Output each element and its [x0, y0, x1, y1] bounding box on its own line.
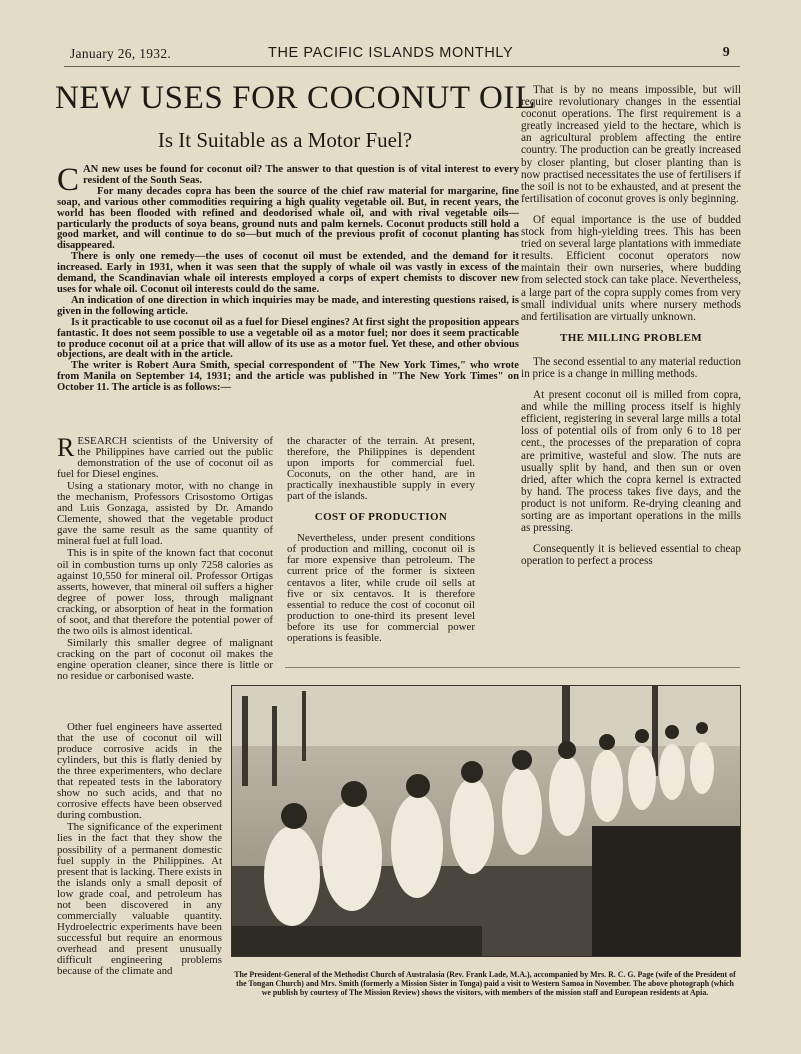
body-paragraph: At present coconut oil is milled from copra, and while the milling process itself is highly efficient, registering in several large mills a total loss of potential oils of from only 6 to 18 per cent., the processes of the preparation of copra are primitive, wasteful and slow. The nuts are usually split by hand, and then sun or oven dried, after which the copra kernel is extracted by hand. The process takes five days, and the product is not uniform. Re-drying cleaning and sorting are as important operations in the mills as pressing.: [521, 389, 741, 535]
body-paragraph: Of equal importance is the use of budded stock from high-yielding trees. This has been tried on several large plantations with immediate results. Efficient coconut operators now maintain their own nurseries, where budding from selected stock can take place. Nevertheless, a large part of the copra supply comes from very small individual units where nursery methods and fertilisation are virtually unknown.: [521, 213, 741, 323]
body-paragraph: the character of the terrain. At present, therefore, the Philippines is dependent upon imports for commercial fuel. Coconuts, on the other hand, are in practically inexhaustible supply in every part of the islands.: [287, 435, 475, 503]
body-column-3: [521, 84, 741, 576]
photo-caption: The President-General of the Methodist Church of Australasia (Rev. Frank Lade, M.A.), accompanied by Mrs. R. C. G. Page (wife of the President of the Tongan Church) and Mrs. Smith (formerly a Mission Sister in Tonga) paid a visit to Western Samoa in November. The above photograph (which we publish by courtesy of The Mission Review) shows the visitors, with members of the mission staff and European residents at Apia.: [234, 970, 736, 998]
running-header: [70, 44, 738, 66]
body-paragraph: RESEARCH scientists of the University of the Philippines have carried out the public demonstration of the use of coconut oil as fuel for Diesel engines.: [57, 433, 273, 481]
intro-paragraph: For many decades copra has been the source of the chief raw material for margarine, fine soap, and various other commodities requiring a high quality vegetable oil. But, in recent years, the world has been flooded with refined and deodorised whale oil, and with rival vegetable oils—particularly the products of soya beans, ground nuts and palm kernels. Coconut products still hold a good market, and will continue to do so—but much of the previous profit of coconut planting has disappeared.: [57, 185, 519, 252]
masthead: THE PACIFIC ISLANDS MONTHLY: [268, 45, 514, 61]
column-rule: [285, 667, 740, 668]
intro-paragraph: There is only one remedy—the uses of coconut oil must be extended, and the demand for it increased. Early in 1931, when it was seen that the supply of whale oil was vastly in excess of the demand, the Scandinavian whale oil interests employed a corps of expert chemists to discover new uses for whale oil. Coconut oil interests could do the same.: [57, 251, 519, 295]
group-photograph: [231, 685, 741, 957]
body-paragraph: The second essential to any material reduction in price is a change in milling methods.: [521, 355, 741, 380]
body-paragraph: This is in spite of the known fact that coconut oil in combustion turns up only 7258 calories as against 10,550 for mineral oil. Professor Ortigas asserts, however, that mineral oil suffers a higher degree of power loss, through malignant cracking, or absorption of heat in the formation of soot, and that therefore the potential power of the two oils is almost identical.: [57, 547, 273, 637]
body-paragraph: Similarly this smaller degree of malignant cracking on the part of coconut oil makes the engine operation cleaner, since there is little or no residue or carbonised waste.: [57, 636, 273, 682]
drop-cap: R: [57, 433, 75, 462]
intro-paragraph: CAN new uses be found for coconut oil? The answer to that question is of vital interest to every resident of the South Seas.: [57, 162, 519, 198]
header-rule: [64, 66, 740, 67]
issue-date: January 26, 1932.: [70, 46, 172, 61]
body-paragraph: That is by no means impossible, but will require revolutionary changes in the essential coconut operations. The first requirement is a greatly increased yield to the hectare, which is an agricultural problem affecting the entire country. The production can be greatly increased by closer planting, but closer planting than is now practised necessitates the use of fertilisers if the soil is not to be exhausted, and at present the fertilisation of coconut groves is only beginning.: [521, 84, 741, 205]
intro-paragraph: Is it practicable to use coconut oil as a fuel for Diesel engines? At first sight the proposition appears fantastic. It does not seem possible to use a vegetable oil as a motor fuel; nor does it seem practicable to produce coconut oil at a price that will allow of its use as a motor fuel. Yet these, and other obvious objections, are dealt with in the article.: [57, 316, 519, 361]
photo-image: [232, 686, 740, 956]
body-paragraph: Consequently it is believed essential to cheap operation to perfect a process: [521, 543, 741, 568]
body-column-1-narrow: [57, 722, 222, 978]
section-heading: THE MILLING PROBLEM: [559, 331, 703, 344]
article-subheadline: Is It Suitable as a Motor Fuel?: [157, 128, 413, 152]
intro-paragraph: The writer is Robert Aura Smith, special correspondent of "The New York Times," who wrote from Manila on September 14, 1931; and the article was published in "The New York Times" on October 11. The article is as follows:—: [57, 360, 519, 394]
article-headline: NEW USES FOR COCONUT OIL: [55, 80, 536, 116]
article-intro: [57, 162, 519, 394]
page-number: 9: [722, 45, 730, 60]
body-paragraph: Using a stationary motor, with no change in the mechanism, Professors Crisostomo Ortigas and Luis Gonzaga, assisted by Dr. Amando Clemente, showed that the vegetable product gave the same result as the same quantity of mineral fuel at full load.: [57, 480, 273, 548]
body-paragraph: Other fuel engineers have asserted that the use of coconut oil will produce corrosive acids in the cylinders, but this is flatly denied by the three experimenters, who declare that repeated tests in the laboratory show no such acids, and that no corrosive effects have been observed during combustion.: [57, 721, 222, 822]
drop-cap: C: [57, 162, 80, 198]
body-paragraph: The significance of the experiment lies in the fact that they show the possibility of a permanent domestic fuel supply in the Philippines. At present that is lacking. There exists in the islands only a small deposit of low grade coal, and petroleum has not been discovered in any commercially valuable quantity. Hydroelectric experiments have been successful but require an enormous overhead and present unusually difficult engineering problems because of the climate and: [57, 821, 222, 978]
body-column-2: [287, 436, 475, 645]
intro-paragraph: An indication of one direction in which inquiries may be made, and interesting questions raised, is given in the following article.: [57, 294, 519, 317]
body-paragraph: Nevertheless, under present conditions of production and milling, coconut oil is far more expensive than petroleum. The current price of the former is sixteen centavos a liter, while crude oil sells at five or six centavos. It is therefore essential to reduce the cost of coconut oil production to one-third its present level before its use for commercial power operations is feasible.: [287, 532, 475, 644]
body-column-1: [57, 433, 273, 683]
section-heading: COST OF PRODUCTION: [314, 511, 448, 524]
